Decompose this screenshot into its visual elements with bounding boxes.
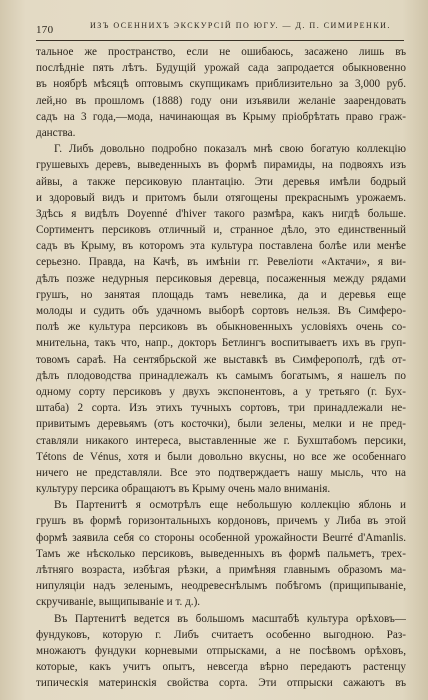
text-line: фундуковъ, которую г. Либъ считаетъ особенно выгодною. Раз-	[36, 628, 406, 641]
text-line: типическія материнскія свойства сорта. Эти отпрыски сажаютъ въ	[36, 677, 406, 690]
text-line: грушевыхъ деревъ, выведенныхъ въ формѣ пирамиды, на подвояхъ изъ	[36, 159, 406, 172]
text-line: множаютъ фундуки корневыми отпрысками, а не посѣвомъ орѣховъ,	[36, 644, 406, 657]
text-line: Въ Партенитѣ я осмотрѣлъ еще небольшую коллекцію яблонь и	[54, 499, 406, 512]
text-line: и здоровый видъ и притомъ были отягощены прекраснымъ урожаемъ.	[36, 191, 406, 204]
text-line: полѣ же культура персиковъ въ обыкновенныхъ условіяхъ очень со-	[36, 321, 406, 334]
text-line: садъ въ Крыму, въ которомъ эта культура поставлена болѣе или менѣе	[36, 240, 406, 253]
page-number: 170	[36, 24, 54, 36]
text-line: грушъ, но занятая площадь тамъ невелика, да и деревья еще	[36, 288, 406, 301]
text-line: Въ Партенитѣ ведется въ большомъ масштабѣ культура орѣховъ—	[54, 612, 406, 625]
text-line: привитымъ деревьямъ (отъ косточки), были зелены, мелки и не пред-	[36, 418, 406, 431]
text-line: мнительна, такъ что, напр., докторъ Бетлингъ воспитываетъ ихъ въ груп-	[36, 337, 406, 350]
text-line: грушъ въ формѣ горизонтальныхъ кордоновъ, причемъ у Либа въ этой	[36, 515, 406, 528]
text-line: Здѣсь я видѣлъ Doyenné d'hiver такого размѣра, какъ нигдѣ больше.	[36, 207, 406, 220]
text-line: товомъ сараѣ. На сентябрьской же выставкѣ въ Симферополѣ, гдѣ от-	[36, 353, 406, 366]
text-line: ставляли никакого интереса, выставленные же г. Бухштабомъ персики,	[36, 434, 406, 447]
text-line: въ ноябрѣ мѣсяцѣ оптовымъ скупщикамъ приблизительно за 3,000 руб.	[36, 78, 406, 91]
text-line: Тамъ же нѣсколько персиковъ, выведенныхъ въ формѣ пальметъ, трех-	[36, 547, 406, 560]
text-line: ничего не представляли. Все это подтверждаетъ нашу мысль, что на	[36, 466, 406, 479]
text-line: культуру персика обращаютъ въ Крыму очень мало вниманія.	[36, 483, 331, 496]
text-line: Tétons de Vénus, хотя и были довольно вкусны, но все же особеннаго	[36, 450, 406, 463]
text-line: молоды и судить объ удачномъ выборѣ сортовъ нельзя. Въ Симферо-	[36, 305, 406, 317]
running-head: ИЗЪ ОСЕННИХЪ ЭКСКУРСІЙ ПО ЮГУ. — Д. П. СИМИРЕНКИ.	[90, 21, 391, 30]
text-line: лей,но въ прошломъ (1888) году они изъявили желаніе заарендовать	[36, 94, 406, 107]
text-line: которые, какъ учитъ опытъ, невсегда вѣрно передаютъ растенцу	[36, 661, 406, 674]
text-line: нипуляціи надъ зеленымъ, неодревеснѣлымъ побѣгомъ (прищипываніе,	[36, 580, 406, 593]
text-line: дѣлъ позже недурныя персиковыя деревца, посаженныя между рядами	[36, 272, 406, 285]
text-line: тальное же пространство, если не ошибаюсь, засажено лишь въ	[36, 46, 406, 58]
text-line: скручиваніе, выщипываніе и т. д.).	[36, 596, 201, 609]
text-line: лѣтняго возраста, избѣгая рѣзки, а примѣняя главнымъ образомъ ма-	[36, 564, 406, 576]
header-rule	[36, 40, 404, 41]
text-line: формѣ заявила себя со стороны особенной урожайности Beurré d'Amanlis.	[36, 531, 406, 544]
text-line: данства.	[36, 126, 76, 139]
text-line: послѣдніе пять лѣтъ. Будущій урожай сада запродается обыкновенно	[36, 62, 406, 75]
text-line: садъ на 3 года,—мода, начинающая въ Крыму пріобрѣтать право граж-	[36, 110, 406, 123]
text-line: штаба) 2 сорта. Изъ этихъ тучныхъ сортовъ, три принадлежали не-	[36, 402, 406, 415]
text-line: айвы, а также персиковую плантацію. Эти деревья имѣли бодрый	[36, 175, 406, 188]
body-text	[36, 44, 406, 692]
text-line: Г. Либъ довольно подробно показалъ мнѣ свою богатую коллекцію	[54, 143, 406, 156]
text-line: серьезно. Правда, на Качѣ, въ имѣніи гг. Ревеліоти «Актачи», я ви-	[36, 256, 406, 269]
text-line: Сортиментъ персиковъ отличный и, странное дѣло, это единственный	[36, 224, 406, 237]
text-line: дѣлъ плодоводства принадлежалъ къ самымъ богатымъ, я нашелъ по	[36, 369, 406, 382]
text-line: одному сорту персиковъ у двухъ экспонентовъ, а у третьяго (г. Бух-	[36, 385, 406, 398]
